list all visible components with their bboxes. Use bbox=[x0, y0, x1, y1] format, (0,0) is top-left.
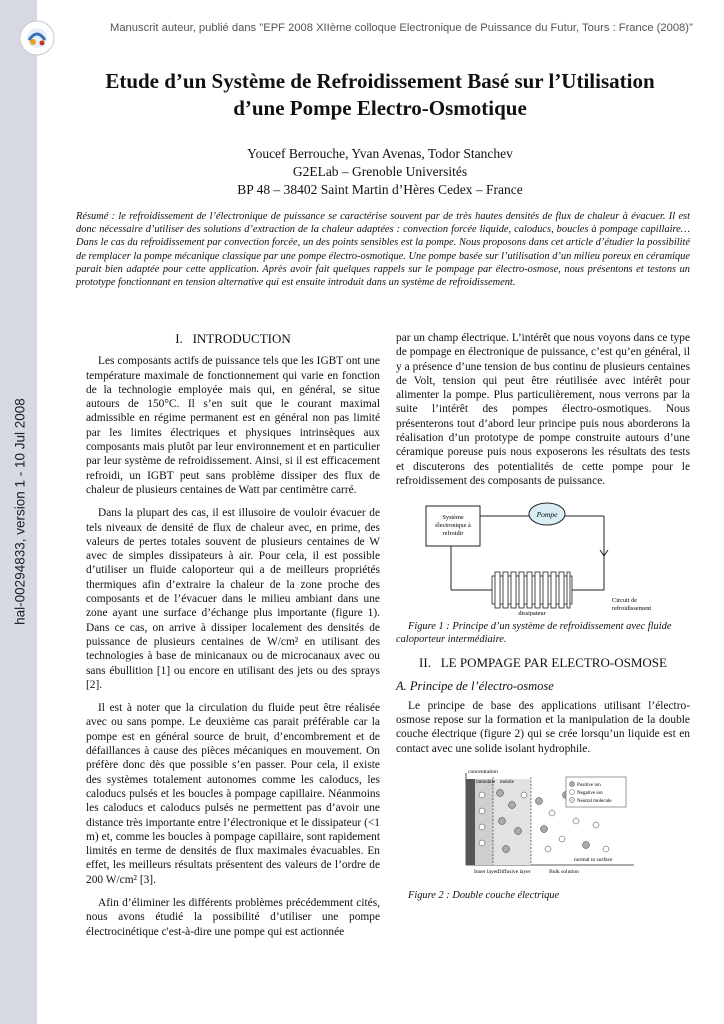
legend-entry: Neutral molecule bbox=[577, 799, 612, 805]
section-2-number: II. bbox=[419, 655, 431, 671]
right-column bbox=[396, 331, 690, 911]
section-1-title: INTRODUCTION bbox=[192, 331, 291, 346]
figure-2-diagram bbox=[396, 765, 690, 887]
layer-label: Bulk solution bbox=[549, 869, 579, 876]
section-1-heading bbox=[86, 332, 380, 346]
left-column bbox=[86, 332, 380, 948]
hal-logo-icon bbox=[17, 18, 57, 58]
paragraph: Le principe de base des applications utilisant l’électro-osmose repose sur la formation et la manipulation de la double couche électrique (figure 2) qui se crée lorsqu’un liquide est en contact avec une solide isolant hydrophile. bbox=[396, 699, 690, 755]
circuit-label-line: Circuit de bbox=[612, 597, 638, 605]
caption-line: caloporteur intermédiaire. bbox=[396, 634, 507, 646]
title-line-1: Etude d’un Système de Refroidissement Basé sur l’Utilisation bbox=[105, 69, 655, 93]
abstract: Résumé : le refroidissement de l’électronique de puissance se caractérise souvent par de très hautes densités de flux de chaleur à évacuer. Il est donc nécessaire d’utiliser des solutions d’extraction de la chaleur adaptées : convection forcée liquide, caloducs, boucles à pompage capillaire… Dans le cas du refroidissement par convection forcée, un des points sensibles est la pompe. Nous proposons dans cet article d’étudier la possibilité de remplacer la pompe mécanique classique par une pompe électro-osmotique. Une pompe basée sur l’utilisation d’un milieu poreux en céramique parait bien adaptée pour cette application. Après avoir fait quelques rappels sur le pompage par électro-osmose, nous présentons et testons un prototype fonctionnant en tension alternative qui est ensuite introduit dans un système de refroidissement. bbox=[76, 211, 690, 289]
heatsink-label: dissipateur bbox=[518, 610, 546, 617]
hal-stamp: hal-00294833, version 1 - 10 Jul 2008 bbox=[12, 398, 28, 625]
section-2-heading bbox=[396, 656, 690, 670]
paragraph: Il est à noter que la circulation du fluide peut être réalisée avec ou sans pompe. Le deuxième cas parait préférable car la pompe est en général source de bruit, d’encombrement et de défaillances à cause des pièces mécaniques en mouvement. On préfère donc dès que possible s’en passer. Pour cela, il existe des systèmes totalement autonomes comme les caloducs, les caloducs pulsés et les boucles à pompage capillaire. Néanmoins les caloducs et caloducs pulsés ne permettent pas d’avoir une distance très importante entre l’électronique et le dissipateur (<1 m) et, comme les boucles à pompage capillaire, sont rapidement limités en terme de densités de flux maximales évacuables. En effet, les meilleurs résultats présentent des valeurs de l’ordre de 200 W/cm² [3]. bbox=[86, 702, 380, 886]
section-1-number: I. bbox=[175, 331, 183, 346]
subsection-a-heading: A. Principe de l’électro-osmose bbox=[396, 678, 554, 693]
layer-label: Inner layer bbox=[474, 869, 498, 876]
running-header: Manuscrit auteur, publié dans "EPF 2008 XIIème colloque Electronique de Puissance du Futur, Tours : France (2008)" bbox=[110, 22, 693, 34]
box-label-line: Système bbox=[442, 514, 464, 522]
zone-label: immobile bbox=[476, 780, 496, 786]
legend-entry: Positive ion bbox=[577, 783, 601, 789]
axis-y-label: concentration bbox=[468, 769, 498, 776]
address: BP 48 – 38402 Saint Martin d’Hères Cedex – France bbox=[237, 182, 523, 197]
author-names: Youcef Berrouche, Yvan Avenas, Todor Stanchev bbox=[247, 146, 513, 161]
affiliation: G2ELab – Grenoble Universités bbox=[292, 164, 468, 179]
caption-line: Figure 1 : Principe d’un système de refroidissement avec fluide bbox=[408, 621, 672, 633]
circuit-label-line: refroidissement bbox=[612, 605, 652, 613]
heatsink-fins bbox=[492, 572, 572, 608]
layer-label: Diffusive layer bbox=[497, 869, 531, 876]
legend-entry: Negative ion bbox=[577, 791, 603, 797]
figure-1-diagram bbox=[396, 498, 690, 616]
zone-label: mobile bbox=[500, 780, 514, 786]
title-line-2: d’une Pompe Electro-Osmotique bbox=[233, 96, 527, 120]
paragraph: Afin d’éliminer les différents problèmes précédemment cités, nous avons étudié la possibilité d’utiliser une pompe électrocinétique c'est-à-dire une pompe qui est actionnée bbox=[86, 896, 380, 938]
paragraph: Dans la plupart des cas, il est illusoire de vouloir évacuer de tels niveaux de densité de flux de chaleur avec, en prime, des valeurs de pertes totales souvent de plusieurs centaines de W avec de simples dissipateurs à air. Pour cela, il est possible d’utiliser un fluide caloporteur qui a de meilleurs propriétés thermiques afin d’extraire la chaleur de la zone proche des composants et de l’évacuer dans le milieu ambiant dans une zone ayant une surface d’échange plus importante (figure 1). Dans ce cas, on arrive à dissiper localement des densités de puissance de plusieurs centaines de W/cm² en utilisant des technologies à base de minicanaux ou de microcanaux avec ou sans ébullition [1] ou encore en utilisant des jets ou des sprays [2]. bbox=[86, 507, 380, 691]
author-block bbox=[60, 145, 700, 199]
axis-x-label: normal to surface bbox=[574, 857, 613, 864]
box-label-line: électronique à bbox=[435, 522, 471, 530]
paragraph: Les composants actifs de puissance tels que les IGBT ont une température maximale de fonctionnement qui varie en fonction de la technologie employée mais qui, en général, se situe autours de 150°C. Il s’en suit que le courant maximal admissible en régime permanent est en général non pas limité par les limites électriques et physiques intrinsèques aux composants mais plutôt par leur environnement et en particulier par leur système de refroidissement. Ainsi, si il est efficacement refroidi, un IGBT peut sans problème dissiper des flux de chaleur de plusieurs centaines de Watt par centimètre carré. bbox=[86, 355, 380, 496]
figure-2-caption: Figure 2 : Double couche électrique bbox=[408, 890, 560, 902]
box-label-line: refroidir bbox=[442, 530, 464, 538]
section-2-title: LE POMPAGE PAR ELECTRO-OSMOSE bbox=[440, 655, 667, 671]
pump-label: Pompe bbox=[536, 510, 558, 520]
paper-title bbox=[60, 68, 700, 122]
figure-1-caption bbox=[396, 620, 690, 646]
solid-wall bbox=[466, 779, 475, 865]
paragraph: par un champ électrique. L’intérêt que nous voyons dans ce type de pompage en électronique de puissance, c’est qu’en général, il y a présence d’une tension de bus continu de plusieurs centaines de Volt, tension qui peut être réutilisée avec intérêt pour alimenter la pompe. Plus particulièrement, nous verrons par la suite l’intérêt des pompes électro-osmotiques. Nous présenterons tout d’abord leur principe puis nous aborderons la réalisation d’un prototype de pompe construite autours d’une céramique poreuse puis nous exposerons les résultats des tests et discuterons des potentialités de cette pompe pour le refroidissement des composants de puissance. bbox=[396, 332, 690, 487]
